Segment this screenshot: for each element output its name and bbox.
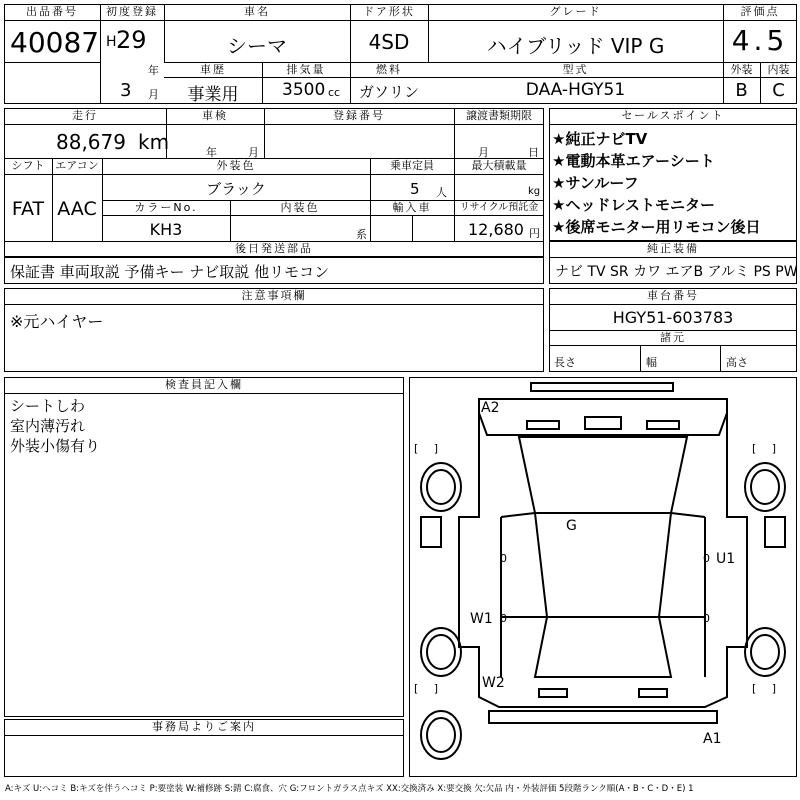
sales-point: ★電動本革エアーシート [552, 152, 715, 170]
score-label: 評価点 [740, 5, 780, 18]
int-color-unit: 系 [356, 228, 367, 241]
rear-lamp-right [639, 689, 667, 697]
mileage: 88,679 [56, 130, 126, 154]
mark-a2: A2 [481, 400, 500, 416]
reg-month: 3 [120, 80, 132, 101]
import-label: 輸入車 [392, 201, 432, 214]
mark-zero: 0 [500, 552, 507, 565]
grade: ハイブリッド VIP G [486, 34, 665, 58]
door: 4SD [368, 30, 410, 54]
inspection-label: 車検 [202, 109, 228, 122]
recycle-unit: 円 [529, 227, 540, 240]
year-unit: 年 [148, 64, 159, 77]
recycle: 12,680 [468, 220, 524, 239]
car-name: シーマ [227, 34, 287, 58]
legend: A:キズ U:ヘコミ B:キズを伴うヘコミ P:要塗装 W:補修跡 S:錆 C:腐食、穴 G:フロントガラス点キズ XX:交換済み X:要交換 欠:欠品 内・外装評価 5段階ランク順(A・B・C・D・E) 1 [5, 784, 694, 794]
inspector-line: 外装小傷有り [10, 437, 101, 455]
model: DAA-HGY51 [525, 80, 626, 100]
displacement-unit: cc [328, 86, 341, 99]
sales-point: ★サンルーフ [552, 174, 639, 192]
ext-label: 外装 [730, 63, 753, 76]
length-label: 長さ [554, 356, 576, 369]
mark-w2: W2 [482, 675, 505, 691]
transfer-day-unit: 日 [528, 146, 539, 159]
fuel: ガソリン [358, 83, 419, 101]
mark-bracket: [ ] [752, 442, 783, 455]
windshield [519, 437, 687, 513]
later-parts: 保証書 車両取説 予備キー ナビ取説 他リモコン [10, 263, 330, 281]
displacement: 3500 [282, 80, 326, 100]
mileage-label: 走行 [72, 109, 98, 122]
sales-points-label: セールスポイント [621, 109, 725, 122]
sales-points-list [552, 128, 760, 238]
width-label: 幅 [646, 356, 657, 369]
mark-g: G [566, 518, 577, 534]
mark-a1: A1 [703, 731, 722, 747]
mileage-unit: km [138, 130, 170, 154]
front-panel-left [527, 421, 559, 429]
int-color-label: 内装色 [280, 201, 320, 214]
mark-bracket: [ ] [414, 682, 445, 695]
notes-label: 注意事項欄 [241, 289, 307, 302]
mark-w1: W1 [470, 611, 493, 627]
plate-label: 登録番号 [333, 109, 385, 122]
mark-bracket: [ ] [414, 442, 445, 455]
height-label: 高さ [726, 356, 748, 369]
ac-label: エアコン [55, 159, 99, 172]
sales-point: ★純正ナビTV [552, 130, 648, 148]
car-diagram [409, 377, 797, 777]
insp-month-unit: 月 [248, 146, 259, 159]
grille [585, 417, 621, 429]
ac: AAC [57, 198, 97, 220]
color-no: KH3 [149, 220, 183, 239]
inspector-label: 検査員記入欄 [165, 378, 243, 391]
transfer-label: 譲渡書類期限 [466, 109, 532, 122]
shift-label: シフト [11, 159, 45, 172]
rear-lamp-left [539, 689, 567, 697]
dims-label: 諸元 [660, 331, 686, 344]
load-unit: kg [528, 186, 541, 197]
rear-window [535, 617, 671, 677]
capacity-label: 乗車定員 [390, 159, 434, 172]
load-label: 最大積載量 [471, 159, 527, 172]
front-bumper-bar [531, 383, 673, 391]
mark-u1: U1 [716, 551, 736, 567]
front-panel-right [647, 421, 679, 429]
mark-zero: 0 [500, 612, 507, 625]
notes: ※元ハイヤー [10, 312, 104, 331]
door-label: ドア形状 [363, 5, 415, 18]
right-mirror [765, 517, 785, 547]
month-unit: 月 [148, 88, 159, 101]
ext-color: ブラック [206, 180, 266, 198]
transfer-month-unit: 月 [478, 146, 489, 159]
ext-grade: B [735, 80, 748, 101]
inspector-notes [10, 396, 100, 456]
score: 4.5 [731, 24, 789, 57]
mark-zero: 0 [703, 552, 710, 565]
first-reg-label: 初度登録 [106, 5, 158, 18]
lot-no-label: 出品番号 [26, 5, 78, 18]
reg-year: 29 [116, 26, 147, 54]
rear-bumper [489, 711, 717, 723]
sales-point: ★ヘッドレストモニター [552, 196, 715, 214]
mark-zero: 0 [703, 612, 710, 625]
color-label: 外装色 [216, 159, 256, 172]
grade-label: グレード [549, 5, 602, 18]
equipment-label: 純正装備 [647, 242, 699, 255]
capacity-unit: 人 [436, 186, 447, 199]
later-parts-label: 後日発送部品 [235, 242, 313, 255]
era: H [106, 34, 117, 50]
lot-no: 40087 [10, 26, 100, 59]
displacement-label: 排気量 [286, 63, 326, 76]
int-grade: C [772, 80, 785, 101]
mark-bracket: [ ] [752, 682, 783, 695]
sales-point: ★後席モニター用リモコン後日 [552, 218, 761, 236]
shift: FAT [11, 198, 45, 220]
history: 事業用 [187, 85, 239, 105]
inspector-line: シートしわ [10, 397, 86, 415]
inspector-line: 室内薄汚れ [10, 417, 86, 435]
car-name-label: 車名 [244, 5, 270, 18]
roof [535, 513, 671, 617]
model-label: 型式 [562, 63, 589, 76]
chassis-label: 車台番号 [647, 289, 699, 302]
int-label: 内装 [767, 63, 790, 76]
capacity: 5 [410, 180, 420, 198]
equipment: ナビ TV SR カワ エアB アルミ PS PW [555, 264, 798, 280]
office-label: 事務局よりご案内 [152, 720, 256, 733]
recycle-label: リサイクル預託金 [459, 202, 539, 213]
insp-year-unit: 年 [206, 146, 217, 159]
fuel-label: 燃料 [376, 63, 402, 76]
color-no-label: カラーNo. [134, 201, 198, 214]
history-label: 車歴 [200, 63, 226, 76]
left-mirror [421, 517, 441, 547]
chassis-no: HGY51-603783 [612, 308, 734, 327]
